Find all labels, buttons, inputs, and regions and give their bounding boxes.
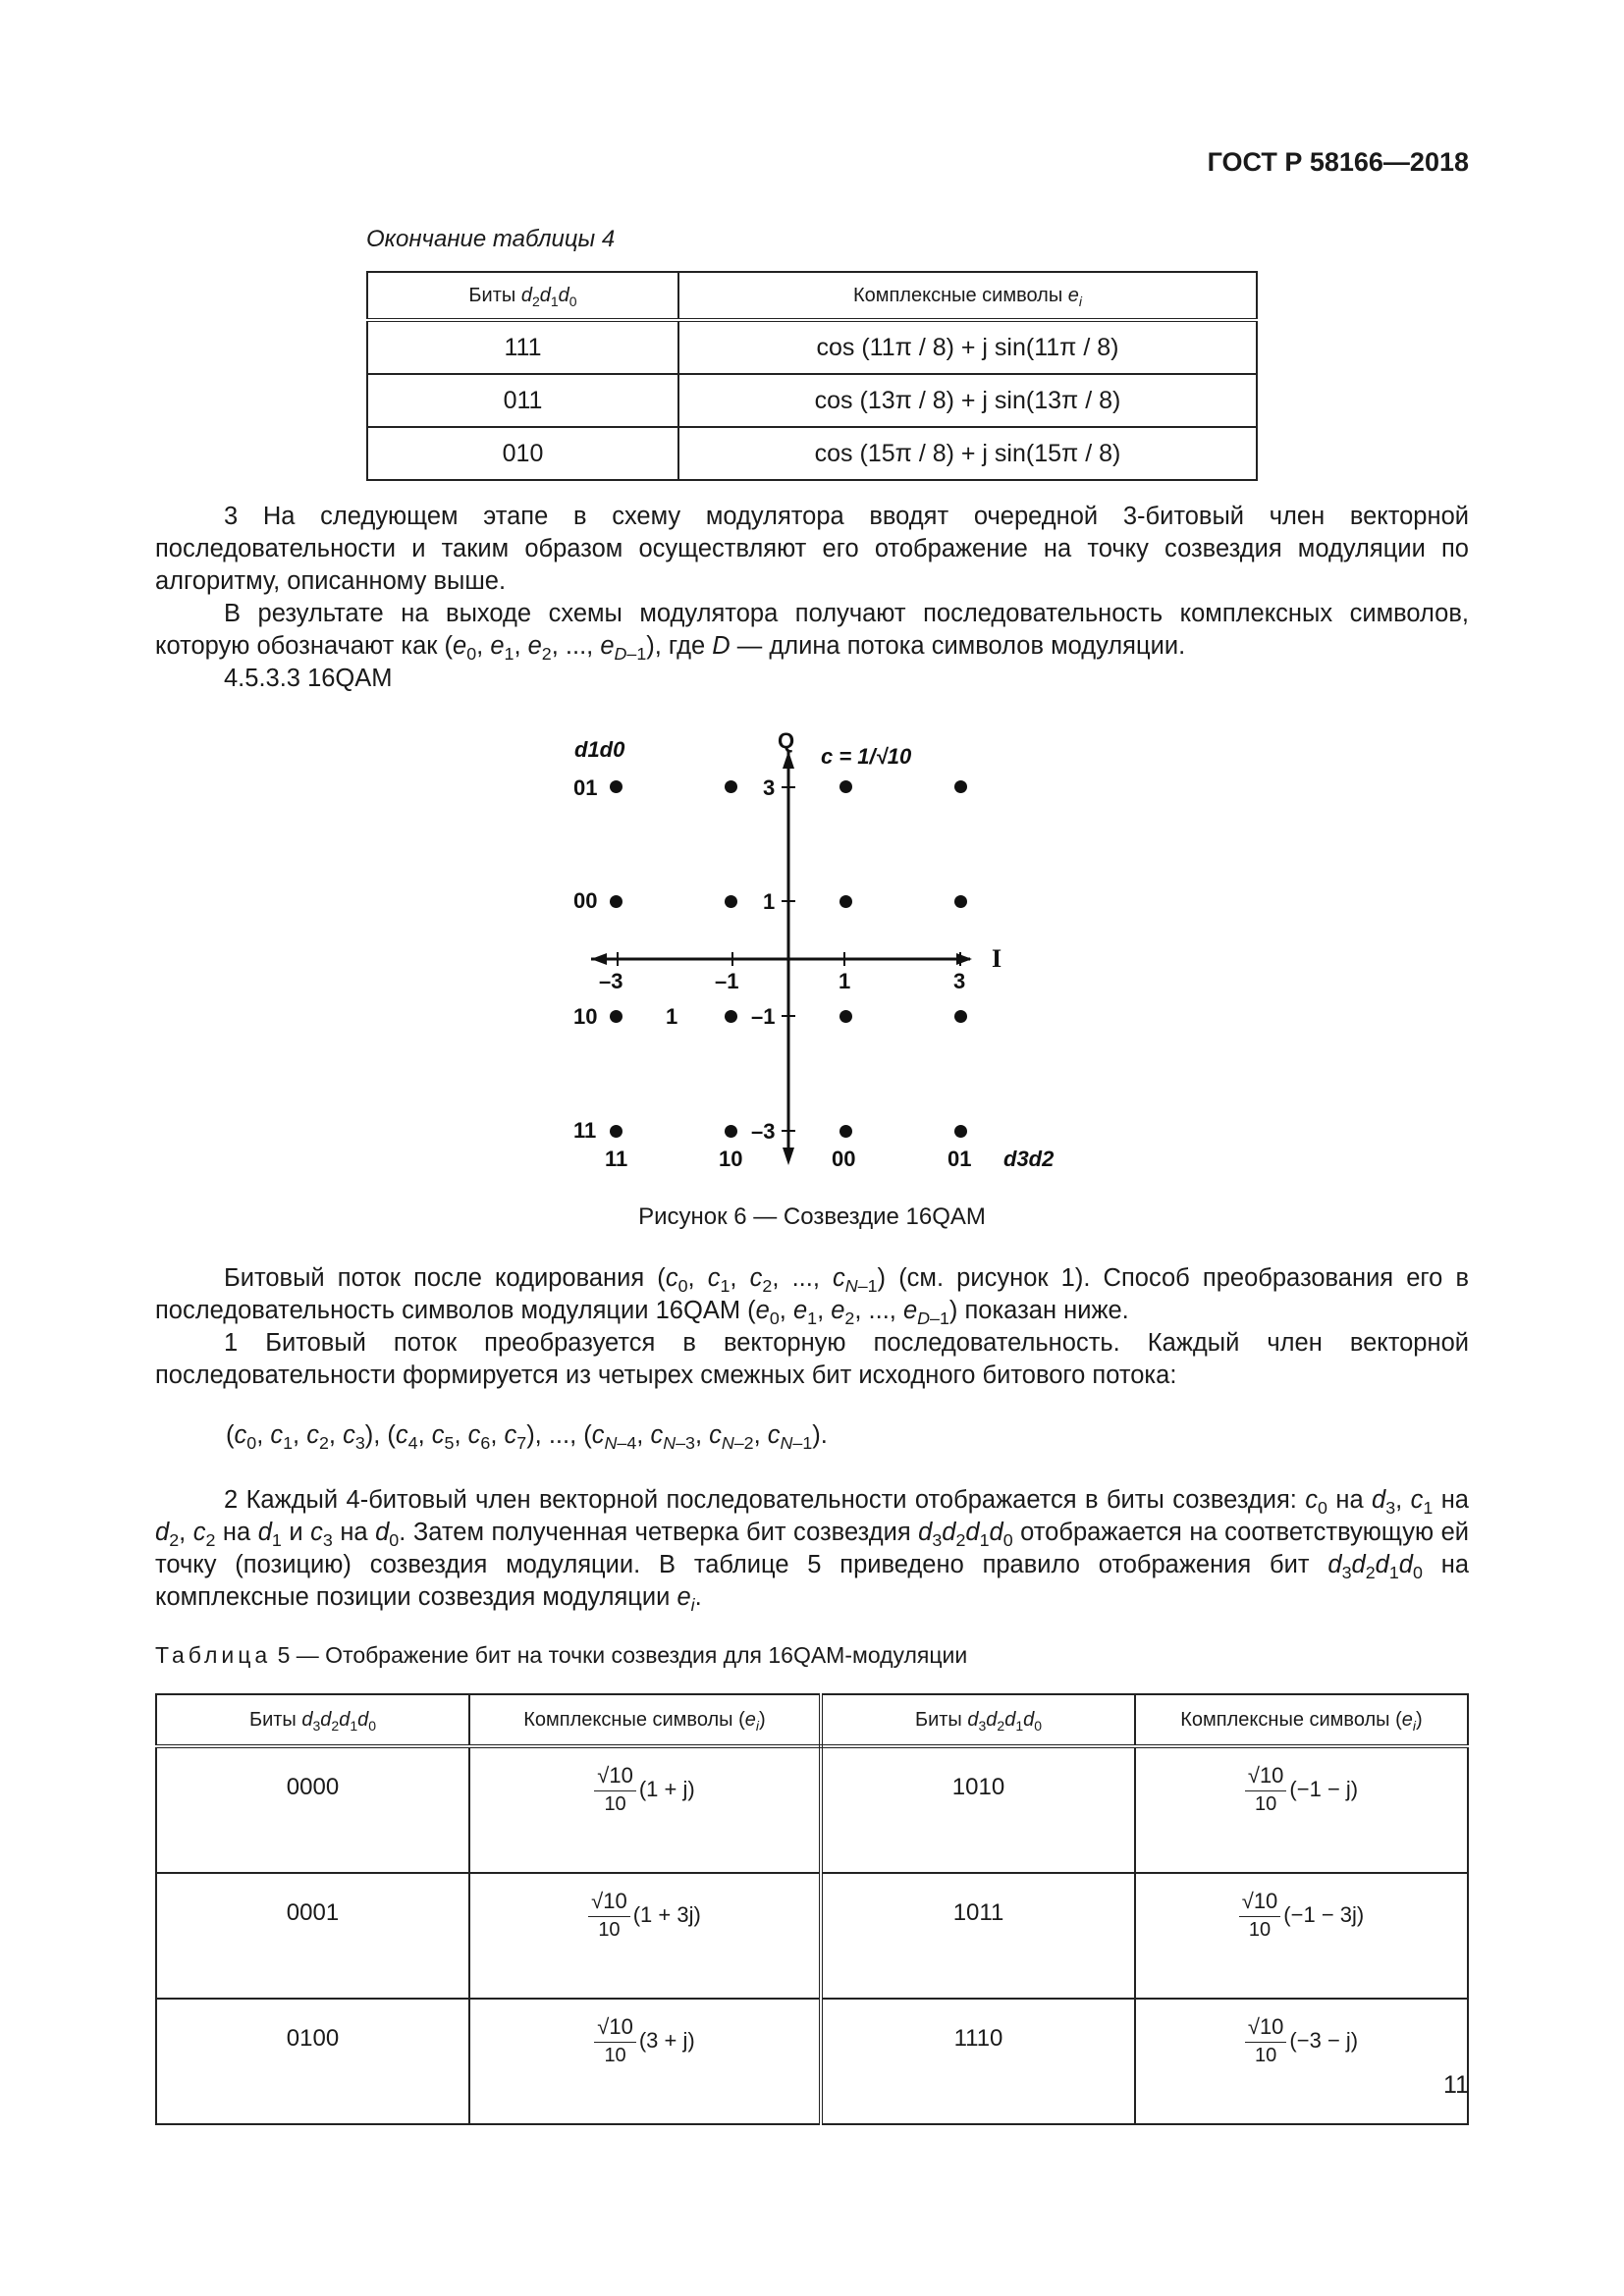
col-group-label: d3d2 [1003, 1147, 1055, 1171]
y-tick-label: –3 [751, 1119, 776, 1144]
constellation-point [725, 895, 737, 908]
table-4 [366, 271, 1258, 481]
table-5 [155, 1693, 1469, 2125]
table5-col-bits: Биты $d_3d_2d_1d_0$ [821, 1694, 1135, 1746]
paragraph-result: В результате на выходе схемы модулятора получают последовательность комплексных символов, которую обозначают как ($e_0$, $e_1$, $e_2$, ..., $e_{D-1}$), где D — длина потока символов модуляции. [155, 600, 1469, 665]
row-label: 01 [573, 775, 598, 800]
constellation-point [839, 1010, 852, 1023]
constellation-point [725, 1010, 737, 1023]
constellation-point [839, 780, 852, 793]
table5-symbol: $\frac{√10}{10}$ (1 + 3j) [469, 1873, 821, 1999]
y-tick-label: 3 [763, 775, 776, 800]
stray-label: 1 [666, 1004, 678, 1029]
table-row [156, 1746, 1468, 1873]
i-axis-label: I [992, 944, 1002, 973]
page-number: 11 [1443, 2071, 1469, 2099]
table5-symbol: $\frac{√10}{10}$ (−1 − j) [1135, 1746, 1468, 1873]
table5-bits: 1010 [821, 1746, 1135, 1873]
x-tick-label: –1 [715, 969, 739, 993]
constellation-point [610, 780, 623, 793]
constellation-point [610, 895, 623, 908]
constellation-point [610, 1125, 623, 1138]
paragraph-text: 3 На следующем этапе в схему модулятора вводят очередной 3-битовый член векторной последовательности и таким образом осуществляют его отображение на точку созвездия модуляции по алгоритму, описанному выше. [155, 503, 1469, 595]
row-label: 11 [573, 1118, 597, 1143]
col-label: 10 [719, 1147, 743, 1171]
table5-col-bits: Биты $d_3d_2d_1d_0$ [156, 1694, 469, 1746]
table5-symbol: $\frac{√10}{10}$ (−1 − 3j) [1135, 1873, 1468, 1999]
constellation-figure [550, 721, 1100, 1183]
table-row [156, 1999, 1468, 2124]
table4-bits: 011 [367, 374, 678, 427]
table-row [367, 320, 1257, 374]
row-group-label: d1d0 [574, 737, 625, 762]
paragraph-step3 [155, 501, 1469, 695]
row-label: 10 [573, 1004, 598, 1029]
i-axis-right-arrow [956, 953, 972, 965]
table4-bits: 010 [367, 427, 678, 480]
constellation-point [725, 1125, 737, 1138]
table4-caption: Окончание таблицы 4 [366, 226, 616, 252]
table-header-row [156, 1694, 1468, 1746]
table5-col-symbols: Комплексные символы $(e_i)$ [469, 1694, 821, 1746]
paragraph-mapping [155, 1484, 1469, 1614]
q-axis-up-arrow [783, 751, 794, 769]
table4-symbol: cos (13π / 8) + j sin(13π / 8) [678, 374, 1257, 427]
x-tick-label: 1 [839, 969, 851, 993]
paragraph-text: 2 Каждый 4-битовый член векторной последовательности отображается в биты созвездия: $c_0$ на $d_3$, $c_1$ на $d_2$, $c_2$ на $d_1$ и $c_3$ на $d_0$. Затем полученная четверка бит созвездия $d_3d_2d_1d_0$ отображается на соответствующую ей точку (позицию) созвездия модуляции. В таблице 5 приведено правило отображения бит $d_3d_2d_1d_0$ на комплексные позиции созвездия модуляции $e_i$. [155, 1486, 1470, 1616]
table4-bits: 111 [367, 320, 678, 374]
paragraph-text: Битовый поток после кодирования ($c_0$, $c_1$, $c_2$, ..., $c_{N-1}$) (см. рисунок 1). Способ преобразования его в последовательность символов модуляции 16QAM ($e_0$, $e_1$, $e_2$, ..., $e_{D-1}$) показан ниже. [155, 1264, 1470, 1329]
table-row [367, 427, 1257, 480]
col-label: 00 [832, 1147, 856, 1171]
constellation-point [725, 780, 737, 793]
table4-col-symbols: Комплексные символы $e_i$ [678, 272, 1257, 320]
table5-symbol: $\frac{√10}{10}$ (3 + j) [469, 1999, 821, 2124]
x-tick-label: –3 [599, 969, 623, 993]
paragraph-bitstream [155, 1262, 1469, 1392]
table-row [156, 1873, 1468, 1999]
table4-symbol: cos (11π / 8) + j sin(11π / 8) [678, 320, 1257, 374]
paragraph-text: 1 Битовый поток преобразуется в векторную последовательность. Каждый член векторной последовательности формируется из четырех смежных бит исходного битового потока: [155, 1329, 1469, 1389]
y-tick-label: –1 [751, 1004, 776, 1029]
table5-symbol: $\frac{√10}{10}$ (−3 − j) [1135, 1999, 1468, 2124]
constellation-point [839, 1125, 852, 1138]
i-axis-left-arrow [591, 953, 607, 965]
table4-col-bits: Биты $d_2d_1d_0$ [367, 272, 678, 320]
q-axis-label: Q [778, 728, 795, 753]
document-header: ГОСТ Р 58166—2018 [1207, 147, 1469, 177]
table-row [367, 374, 1257, 427]
x-tick-label: 3 [953, 969, 966, 993]
table5-col-symbols: Комплексные символы $(e_i)$ [1135, 1694, 1468, 1746]
q-axis-down-arrow [783, 1148, 794, 1165]
constellation-point [954, 780, 967, 793]
figure-caption: Рисунок 6 — Созвездие 16QAM [638, 1203, 986, 1230]
constellation-point [839, 895, 852, 908]
table5-bits: 1110 [821, 1999, 1135, 2124]
table5-bits: 0001 [156, 1873, 469, 1999]
table5-symbol: $\frac{√10}{10}$ (1 + j) [469, 1746, 821, 1873]
col-label: 11 [605, 1147, 628, 1171]
constellation-point [954, 895, 967, 908]
table-header-row [367, 272, 1257, 320]
table5-bits: 1011 [821, 1873, 1135, 1999]
table5-caption: Таблица 5 — Отображение бит на точки созвездия для 16QAM-модуляции [155, 1642, 968, 1668]
col-label: 01 [947, 1147, 972, 1171]
section-heading: 4.5.3.3 16QAM [224, 665, 393, 692]
row-label: 00 [573, 888, 598, 913]
constant-label: c = 1/√10 [821, 744, 912, 769]
y-tick-label: 1 [763, 889, 776, 914]
constellation-point [954, 1010, 967, 1023]
table5-bits: 0100 [156, 1999, 469, 2124]
table4-symbol: cos (15π / 8) + j sin(15π / 8) [678, 427, 1257, 480]
table5-bits: 0000 [156, 1746, 469, 1873]
vector-sequence-formula: ($c_0$, $c_1$, $c_2$, $c_3$), ($c_4$, $c_5$, $c_6$, $c_7$), ..., ($c_{N-4}$, $c_{N-3}$, $c_{N-2}$, $c_{N-1}$). [226, 1421, 828, 1454]
constellation-point [610, 1010, 623, 1023]
constellation-point [954, 1125, 967, 1138]
